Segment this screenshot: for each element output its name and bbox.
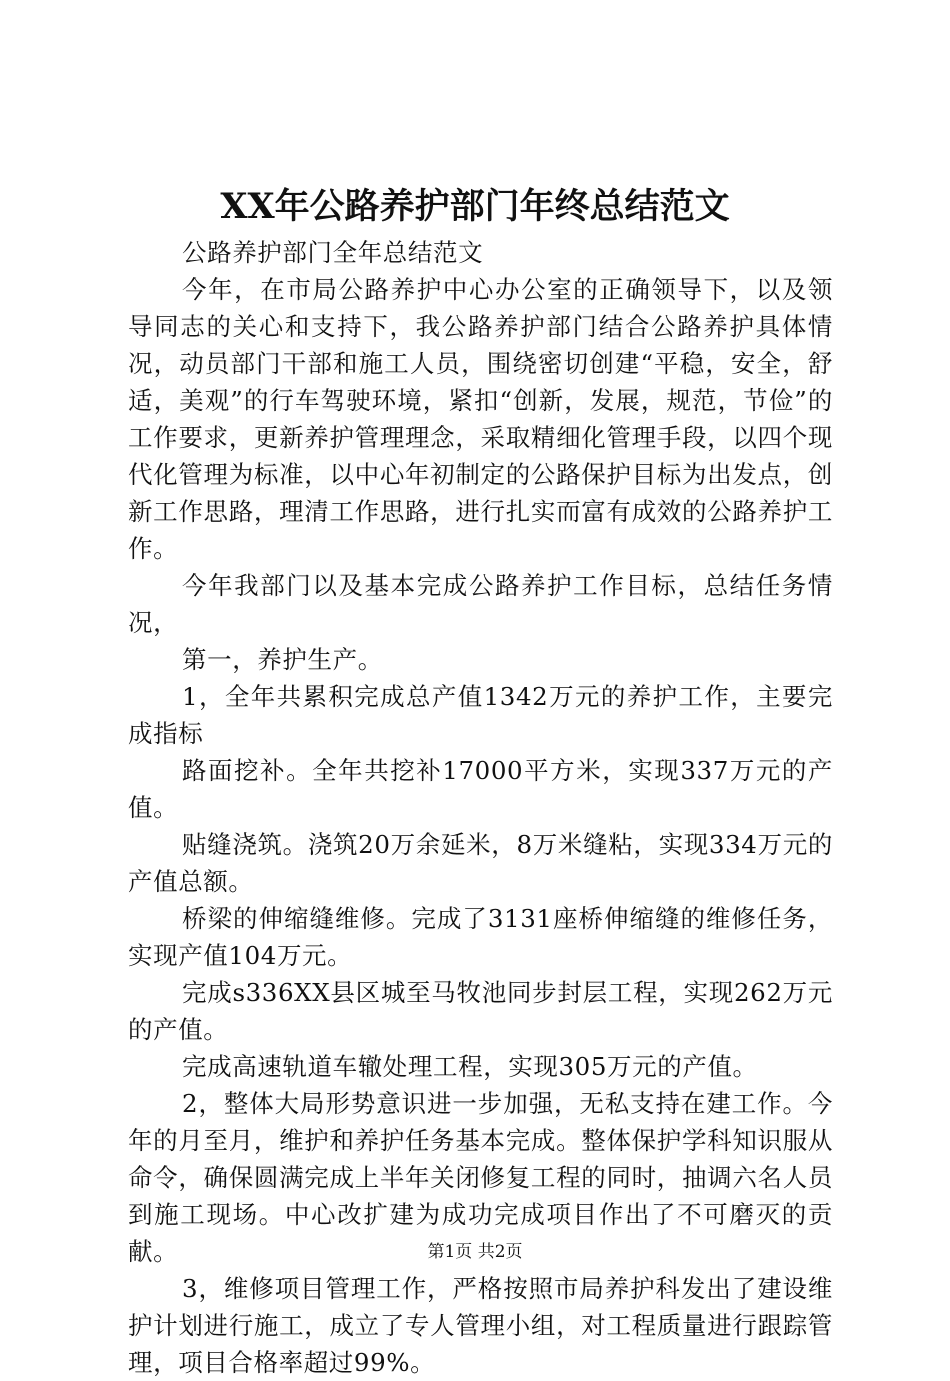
paragraph: 3，维修项目管理工作，严格按照市局养护科发出了建设维护计划进行施工，成立了专人管理小组，对工程质量进行跟踪管理，项目合格率超过99%。 <box>128 1274 833 1377</box>
section-heading: 第一，养护生产。 <box>182 645 383 674</box>
paragraph: 2，整体大局形势意识进一步加强，无私支持在建工作。今年的月至月，维护和养护任务基本完成。整体保护学科知识服从命令，确保圆满完成上半年关闭修复工程的同时，抽调六名人员到施工现场。中心改扩建为成功完成项目作出了不可磨灭的贡献。 <box>128 1089 833 1266</box>
paragraph-subtitle: 公路养护部门全年总结范文 <box>182 238 484 267</box>
paragraph: 贴缝浇筑。浇筑20万余延米，8万米缝粘，实现334万元的产值总额。 <box>128 830 833 896</box>
page-number-footer: 第1页 共2页 <box>427 1242 523 1262</box>
document-body <box>128 234 833 1381</box>
paragraph: 1，全年共累积完成总产值1342万元的养护工作，主要完成指标 <box>128 682 833 748</box>
document-title: XX年公路养护部门年终总结范文 <box>220 186 730 227</box>
paragraph: 今年，在市局公路养护中心办公室的正确领导下，以及领导同志的关心和支持下，我公路养护部门结合公路养护具体情况，动员部门干部和施工人员，围绕密切创建“平稳，安全，舒适，美观”的行车驾驶环境，紧扣“创新，发展，规范，节俭”的工作要求，更新养护管理理念，采取精细化管理手段，以四个现代化管理为标准，以中心年初制定的公路保护目标为出发点，创新工作思路，理清工作思路，进行扎实而富有成效的公路养护工作。 <box>128 275 833 563</box>
paragraph: 路面挖补。全年共挖补17000平方米，实现337万元的产值。 <box>128 756 833 822</box>
paragraph: 完成s336XX县区城至马牧池同步封层工程，实现262万元的产值。 <box>128 978 833 1044</box>
paragraph: 桥梁的伸缩缝维修。完成了3131座桥伸缩缝的维修任务，实现产值104万元。 <box>128 904 833 970</box>
paragraph: 今年我部门以及基本完成公路养护工作目标，总结任务情况， <box>128 571 833 637</box>
paragraph: 完成高速轨道车辙处理工程，实现305万元的产值。 <box>182 1052 758 1081</box>
